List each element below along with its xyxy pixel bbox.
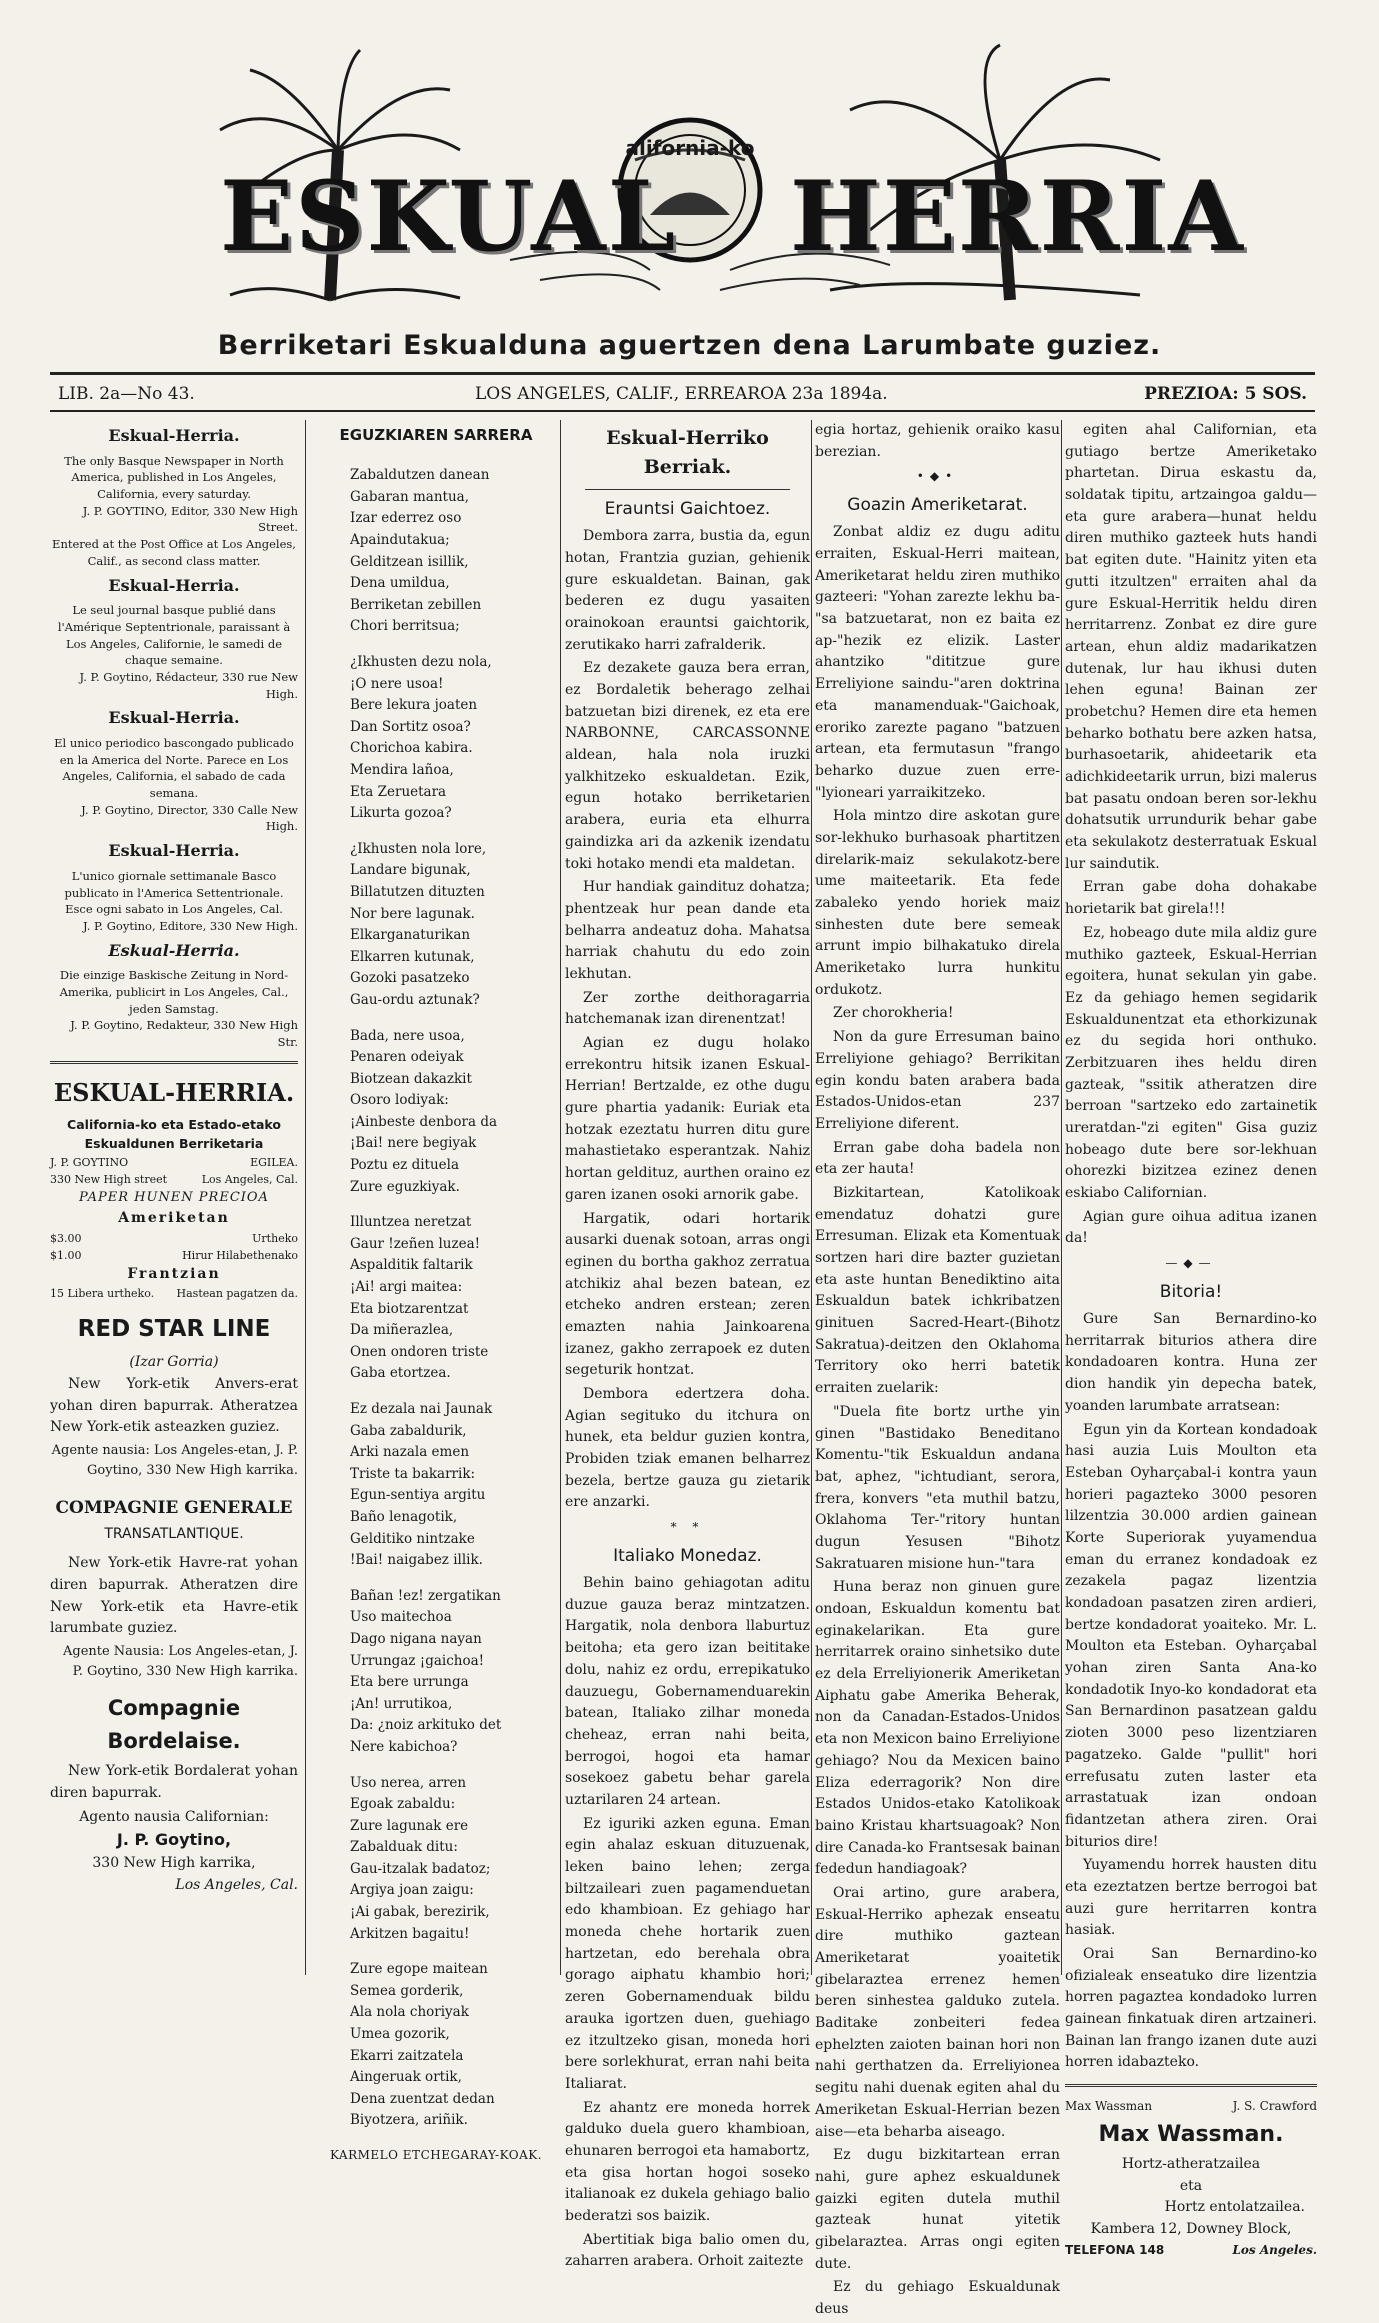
column-divider bbox=[305, 420, 306, 1975]
notice-text: El unico periodico bascongado publicado en la America del Norte. Parece en Los Angeles, California, el sabado de cada semana. bbox=[54, 736, 294, 801]
paragraph: Hola mintzo dire askotan gure sor-lekhuko burhasoak phartitzen direlarik-maiz sekulakotz-bere ume maiteetarik. Eta fede zabaleko yendo horiek maiz sinhesten dute bere semeak arrunt impio bilhakatuko direla Ameriketako lurra hunkitu ordukotz. bbox=[815, 808, 1060, 998]
ad-wassman-title: Max Wassman. bbox=[1098, 2121, 1284, 2147]
article-title: Italiako Monedaz. bbox=[613, 1545, 762, 1566]
ad-footer bbox=[1065, 2241, 1317, 2260]
subtitle: Berriketari Eskualduna aguertzen dena Larumbate guziez. bbox=[217, 330, 1162, 361]
section-title: Eskual-Herriko Berriak. bbox=[606, 427, 769, 479]
poem-line: Eta Zeruetara bbox=[350, 783, 447, 800]
poem-line: ¡Ai! argi maitea: bbox=[350, 1279, 463, 1296]
column-5 bbox=[1065, 420, 1317, 2259]
poem-line: Eta biotzarentzat bbox=[350, 1300, 469, 1317]
poem-line: Dago nigana nayan bbox=[350, 1630, 482, 1647]
issue-number: LIB. 2a—No 43. bbox=[58, 384, 195, 404]
article-title: Bitoria! bbox=[1159, 1281, 1223, 1302]
poem-line: Gaba zabaldurik, bbox=[350, 1422, 467, 1439]
poem-line: Likurta gozoa? bbox=[350, 805, 452, 822]
poem-line: Nor bere lagunak. bbox=[350, 905, 475, 922]
masthead-notice-title: Eskual-Herria. bbox=[108, 708, 240, 728]
ad-line bbox=[50, 1247, 298, 1264]
poem-stanza bbox=[350, 1026, 560, 1199]
paragraph: Bizkitartean, Katolikoak emendatuz dohatzi gure Erresuman. Elizak eta Komentuak sortzen hari dire bazter guzietan eta aste huntan Benediktino aita Eskualdun batek ichkribatzen ginituen Sacred-Heart-(Bihotz Sakratua)-deitzen den Oklahoma Territory oko herri batetik erraiten zuelarik: bbox=[815, 1184, 1060, 1397]
poem-stanza bbox=[350, 652, 560, 825]
paragraph: Dembora edertzera doha. Agian segituko du itchura on hunek, eta beldur guzien kontra, Probiden tziak emanen belharrez bezela, bertze gauza gu zietarik ere anzarki. bbox=[565, 1386, 810, 1511]
poem-line: Elkarren kutunak, bbox=[350, 948, 475, 965]
ad-text: eta bbox=[1179, 2177, 1203, 2194]
poem-line: Biyotzera, ariñik. bbox=[350, 2112, 468, 2129]
notice-text: J. P. GOYTINO, Editor, 330 New High Street. bbox=[82, 503, 298, 535]
ad-subtitle: Eskualdunen Berriketaria bbox=[84, 1136, 264, 1152]
poem-line: Nere kabichoa? bbox=[350, 1738, 458, 1755]
poem-line: ¿Ikhusten nola lore, bbox=[350, 840, 487, 857]
column-1 bbox=[50, 420, 298, 1897]
paragraph: Ez ahantz ere moneda horrek galduko duela guero khambioan, ehunaren berrogoi eta hamabortz, eta gisa hortan hogoi soseko italianoak ez dukela gehiago balio bederatzi sos baizik. bbox=[565, 2099, 810, 2225]
masthead-notice-title: Eskual-Herria. bbox=[108, 575, 240, 595]
poem-line: Egun-sentiya argitu bbox=[350, 1487, 486, 1504]
notice-text: J. P. Goytino, Redakteur, 330 New High Str. bbox=[70, 1018, 298, 1050]
ad-text: EGILEA. bbox=[250, 1155, 298, 1169]
poem-line: Landare bigunak, bbox=[350, 862, 471, 879]
notice-text: J. P. Goytino, Rédacteur, 330 rue New High. bbox=[79, 669, 298, 701]
ad-subtitle: TRANSATLANTIQUE. bbox=[104, 1525, 244, 1542]
paragraph: Zer zorthe deithoragarria hatchemanak izan direnentzat! bbox=[565, 989, 810, 1028]
ad-text: New York-etik Bordalerat yohan diren bapurrak. bbox=[50, 1763, 298, 1801]
ad-text: Hortz entolatzailea. bbox=[1164, 2199, 1305, 2216]
ad-telephone: TELEFONA 148 bbox=[1065, 2242, 1165, 2257]
ad-text: New York-etik Havre-rat yohan diren bapurrak. Atheratzen dire New York-etik eta Havre-etik larumbate guziez. bbox=[50, 1555, 298, 1637]
ad-text: New York-etik Anvers-erat yohan diren bapurrak. Atheratzea New York-etik asteazken guziez. bbox=[50, 1375, 298, 1436]
ad-agent: Agente Nausia: Los Angeles-etan, J. P. Goytino, 330 New High karrika. bbox=[62, 1643, 298, 1680]
paragraph: Abertitiak biga balio omen du, zaharren arabera. Orhoit zaitezte bbox=[565, 2231, 810, 2270]
paragraph: Ez dugu bizkitartean erran nahi, gure aphez eskualdunek gaizki egiten dutela muthil gazteak hunat yitetik gibelaraztea. Arras ongi egiten dute. bbox=[815, 2147, 1060, 2272]
ad-red-star-title: RED STAR LINE bbox=[77, 1316, 271, 1343]
poem-line: Apaindutakua; bbox=[350, 532, 450, 549]
poem-line: ¿Ikhusten dezu nola, bbox=[350, 654, 492, 670]
ad-text: J. S. Crawford bbox=[1232, 2099, 1317, 2114]
paragraph: Ez iguriki azken eguna. Eman egin ahalaz eskuan dituzuenak, leken baino lehen; zerga biltzaileari zuen pagamenduetan edo khambioan. Ez gehiago har moneda chehe hortarik zuen hartzetan, edo berehala obra gorago aiphatu khambio hori; zeren Gobernamenduak bildu arauka igortzen duen, guehiago ez itzultzeko gisan, moneda hori bere sorlekhurat, erran nahi beita Italiarat. bbox=[565, 1815, 810, 2092]
poem-line: ¡An! urrutikoa, bbox=[350, 1695, 453, 1712]
column-divider bbox=[560, 420, 561, 1975]
place-date: LOS ANGELES, CALIF., ERREAROA 23a 1894a. bbox=[475, 384, 888, 404]
poem-line: Mendira lañoa, bbox=[350, 761, 454, 778]
notice-text: The only Basque Newspaper in North America, published in Los Angeles, California, every saturday. bbox=[64, 453, 284, 502]
ad-text: 330 New High street bbox=[50, 1172, 168, 1186]
ornament: —◆— bbox=[1165, 1256, 1217, 1271]
ad-line bbox=[50, 1230, 298, 1247]
poem-line: Gaba etortzea. bbox=[350, 1365, 451, 1382]
poem-line: Poztu ez dituela bbox=[350, 1157, 460, 1174]
ad-price: $3.00 bbox=[50, 1231, 82, 1245]
ad-price: $1.00 bbox=[50, 1248, 82, 1262]
poem-line: Dan Sortitz osoa? bbox=[350, 718, 471, 735]
poem-line: Egoak zabaldu: bbox=[350, 1796, 456, 1813]
paragraph: Huna beraz non ginuen gure ondoan, Eskualdun komentu bat eginakelarikan. Eta gure herritarrek oraino sinhetsiko dute ez dela Erreliyionerik Ameriketan Aiphatu gabe Amerika Beherak, non da Canadan-Estados-Unidos eta non Mexicon baino Erreliyione gehiago? Nou da Mexicen baino Eliza ederragorik? Non dire Estados Unidos-etako Katolikoak baino Kristau khartsuagoak? Non dire Canada-ko Frantsesak bainan fededun handiagoak? bbox=[815, 1579, 1060, 1878]
poem-line: Zure egope maitean bbox=[350, 1961, 488, 1978]
seal-text: alifornia-ko bbox=[625, 136, 755, 160]
ad-line bbox=[50, 1285, 298, 1302]
ornament: •◆• bbox=[916, 469, 959, 484]
notice-text: J. P. Goytino, Director, 330 Calle New High. bbox=[81, 802, 298, 834]
poem-line: Elkarganaturikan bbox=[350, 927, 471, 944]
ad-eskual-herria-title: ESKUAL-HERRIA. bbox=[53, 1077, 295, 1107]
divider bbox=[1065, 2084, 1317, 2087]
poem-line: Baño lenagotik, bbox=[350, 1508, 458, 1525]
column-3 bbox=[565, 420, 810, 2275]
paragraph: Ez dezakete gauza bera erran, ez Bordaletik beherago zelhai batzuetan bizi direnek, ez eta ere NARBONNE, CARCASSONNE aldean, hala nola iruzki yalkhitzeko eskualdetan. Ezik, egun hotako berriketarien arabera, euria eta elhurra gaindizka ari da azkenik izendatu toki hotako mendi eta maldetan. bbox=[565, 660, 810, 872]
paragraph: Orai San Bernardino-ko ofizialeak enseatuko dire lizentzia horren pagaztea kondadoko lurren gainean finkatuak diren artzaineri. Bainan lan frango izanen dute auzi horren idabazteko. bbox=[1065, 1946, 1317, 2071]
poem-stanza bbox=[350, 1399, 560, 1572]
masthead-notice-title: Eskual-Herria. bbox=[108, 426, 240, 445]
divider bbox=[585, 489, 790, 490]
column-divider bbox=[1061, 420, 1062, 1975]
masthead-notice-title: Eskual-Herria. bbox=[108, 841, 240, 861]
poem-line: Chori berritsua; bbox=[350, 618, 460, 635]
poem-line: Gabaran mantua, bbox=[350, 488, 470, 505]
column-divider bbox=[811, 420, 812, 1975]
paragraph: Ez du gehiago Eskualdunak deus bbox=[815, 2279, 1060, 2317]
poem-line: Semea gorderik, bbox=[350, 1982, 464, 1999]
poem-line: Onen ondoren triste bbox=[350, 1343, 489, 1360]
ad-header bbox=[1065, 2097, 1317, 2116]
ad-city: Los Angeles, Cal. bbox=[175, 1876, 298, 1893]
ad-line bbox=[50, 1154, 298, 1171]
masthead-title-left: ESKUAL bbox=[220, 160, 678, 273]
poem-line: Aingeruak ortik, bbox=[350, 2069, 462, 2086]
poem-line: Argiya joan zaigu: bbox=[350, 1882, 474, 1899]
column-2 bbox=[312, 420, 560, 2165]
article-body bbox=[565, 526, 810, 1514]
article-body bbox=[1065, 1309, 1317, 2074]
paragraph: Agian ez dugu holako errekontru hitsik izanen Eskual-Herrian! Bertzalde, ez othe dugu gure phartia yadanik: Euriak eta hotzak ezeztatu hurren ditu gure mahastietako esperantzak. Nahiz hortan geldituz, aurthen oraino ez garen izanen osoki arnorik gabe. bbox=[565, 1035, 810, 1203]
notice-text: J. P. Goytino, Editore, 330 New High. bbox=[83, 918, 298, 933]
ad-address: 330 New High karrika, bbox=[92, 1855, 256, 1872]
masthead bbox=[210, 40, 1245, 320]
poem-line: Bere lekura joaten bbox=[350, 697, 478, 714]
poem-stanza bbox=[350, 839, 560, 1012]
poem-line: Bada, nere usoa, bbox=[350, 1027, 465, 1044]
article-body bbox=[565, 1573, 810, 2273]
poem-line: Dena zuentzat dedan bbox=[350, 2090, 495, 2107]
paragraph: "Duela fite bortz urthe yin ginen "Bastidako Beneditano Komentu-"tik Eskualdun andana bat, aphez, "ichtudiant, serora, frera, konvers "eta muthil batzu, Oklahoma Ter-"ritory huntan dugun Yesusen "Bihotz Sakratuaren misione hun-"tara bbox=[815, 1403, 1060, 1572]
ornament: * * bbox=[670, 1520, 705, 1535]
notice-text: L'unico giornale settimanale Basco publicato in l'America Settentrionale. Esce ogni sabato in Los Angeles, Cal. bbox=[64, 868, 284, 917]
poem-line: ¡O nere usoa! bbox=[350, 675, 444, 692]
paragraph: Zer chorokheria! bbox=[833, 1005, 954, 1022]
masthead-notice-title: Eskual-Herria. bbox=[108, 940, 240, 960]
ad-text: Hortz-atheratzailea bbox=[1121, 2155, 1261, 2172]
ad-agent: Agento nausia Californian: bbox=[79, 1808, 269, 1825]
poem-title: EGUZKIAREN SARRERA bbox=[339, 426, 533, 444]
paragraph: Behin baino gehiagotan aditu duzue gauza beraz mintzatzen. Hargatik, nola denbora llaburtuz beitoha; eta gero izan beititake dolu, nahiz ez ordu, errepikatuko dauzuegu, Gobernamenduarekin batean, Italiako zilhar moneda cheheaz, erran nahi beita, berrogoi, hogoi eta hamar sosekoez gabetu behar garela uztarilaren 24 artean. bbox=[565, 1575, 810, 1808]
poem-line: Uso nerea, arren bbox=[350, 1774, 467, 1791]
article-title: Erauntsi Gaichtoez. bbox=[604, 498, 771, 519]
poem-line: Urrungaz ¡gaichoa! bbox=[350, 1652, 485, 1669]
poem-line: Aspalditik faltarik bbox=[350, 1257, 473, 1274]
column-4 bbox=[815, 420, 1060, 2323]
poem-stanza bbox=[350, 1959, 560, 2132]
poem-line: Triste ta bakarrik: bbox=[350, 1465, 476, 1482]
ad-text: Urtheko bbox=[252, 1231, 298, 1245]
article-text: egia hortaz, gehienik oraiko kasu berezian. bbox=[815, 422, 1060, 460]
poem-line: Ekarri zaitzatela bbox=[350, 2047, 464, 2064]
poem-line: Billatutzen dituzten bbox=[350, 883, 485, 900]
poem-line: Da miñerazlea, bbox=[350, 1322, 454, 1339]
poem-line: Umea gozorik, bbox=[350, 2026, 450, 2043]
paragraph: Gure San Bernardino-ko herritarrak biturios athera dire kondadoaren kontra. Huna zer dion handik yin depecha batek, yoanden larumbate arratsean: bbox=[1065, 1311, 1317, 1414]
paragraph: egiten ahal Californian, eta gutiago bertze Ameriketako phartetan. Dirua eskastu da, soldatak tipitu, artzaingoa galdu—eta gure arabera—hunat heldu diren muthiko gazteek huts handi bat egiten dute. "Hainitz yiten eta gutti itzultzen" erraiten ahal da gure Eskual-Herritik heldu diren herritarrenz. Zonbat ez dire gure artean, ehun aldiz madarikatzen dutenak, lur hau ikhusi duten lehen eguna! Bainan zer probetchu? Hemen dire eta hemen beharko bothatu bere azken hatsa, burhasoetarik, ahideetarik eta adichkideetarik urrun, bizi malerus bat pasatu ondoan beren sor-lekhu dohatsutik urrundurik behar gabe eta sekulakotz desterratuak Eskual lur saindutik. bbox=[1065, 422, 1317, 872]
poem-stanza bbox=[350, 1586, 560, 1759]
poem-line: Penaren odeiyak bbox=[350, 1049, 464, 1066]
poem-line: Zure eguzkiyak. bbox=[350, 1178, 460, 1195]
ad-agent: Agente nausia: Los Angeles-etan, J. P. Goytino, 330 New High karrika. bbox=[51, 1442, 298, 1479]
poem-line: ¡Ainbeste denbora da bbox=[350, 1113, 498, 1130]
paragraph: Hargatik, odari hortarik ausarki duenak sotoan, arras ongi eginen du bortha gakhoz zerratua atchikiz ahal bezen batean, ez etcheko andren erstean; zeren emazten nahia Jainkoarena izanez, gakho zerrapoek ez duten segeturik hontzat. bbox=[565, 1210, 810, 1379]
ad-transatlantique-title: COMPAGNIE GENERALE bbox=[55, 1498, 293, 1519]
ad-text: Hirur Hilabethenako bbox=[182, 1248, 298, 1262]
ad-region: Frantzian bbox=[127, 1265, 221, 1282]
poem-line: Ala nola choriyak bbox=[350, 2004, 469, 2021]
poem-line: Biotzean dakazkit bbox=[350, 1070, 472, 1087]
ad-region: Ameriketan bbox=[118, 1209, 230, 1226]
ad-text: Hastean pagatzen da. bbox=[176, 1287, 298, 1301]
ad-text: J. P. GOYTINO bbox=[50, 1155, 129, 1169]
poem-line: Eta bere urrunga bbox=[350, 1674, 469, 1691]
poem-line: Chorichoa kabira. bbox=[350, 740, 473, 757]
poem-line: Gaur !zeñen luzea! bbox=[350, 1235, 481, 1252]
divider-top bbox=[50, 372, 1315, 375]
ad-subtitle: California-ko eta Estado-etako bbox=[67, 1116, 281, 1132]
poem-line: Gozoki pasatzeko bbox=[350, 970, 470, 987]
poem-line: Dena umilduа, bbox=[350, 575, 450, 592]
poem-line: !Bai! naigabez illik. bbox=[350, 1552, 483, 1569]
poem-line: Berriketan zebillen bbox=[350, 596, 482, 613]
price: PREZIOA: 5 SOS. bbox=[1144, 384, 1307, 404]
poem-line: Osoro lodiyak: bbox=[350, 1092, 449, 1109]
poem-line: Gelditzean isillik, bbox=[350, 553, 469, 570]
poem-line: Zure lagunak ere bbox=[350, 1817, 469, 1834]
ad-text: Max Wassman bbox=[1065, 2099, 1153, 2114]
article-body bbox=[1065, 420, 1317, 1250]
paragraph: Agian gure oihua aditua izanen da! bbox=[1065, 1208, 1317, 1247]
poem-line: Zabalduak ditu: bbox=[350, 1839, 458, 1856]
ad-prices-title: PAPER HUNEN PRECIOA bbox=[79, 1189, 269, 1205]
poem-line: Bañan !ez! zergatikan bbox=[350, 1587, 501, 1604]
poem-line: Zabaldutzen danean bbox=[350, 467, 490, 484]
paragraph: Orai artino, gure arabera, Eskual-Herriko aphezak enseatu dire muthiko gaztean Ameriketarat yoaitetik gibelaraztea errenez hemen beren sinhestea galduko zutela. Baditake zonbeiteri fedea ephelzten zaioten bainan hori non nahi gerthatzen da. Erreliyionea segitu nahi duenak egiten ahal du Ameriketan Eskual-Herrian bezen aise—eta beharba aiseago. bbox=[815, 1884, 1060, 2140]
ad-text: Los Angeles, Cal. bbox=[201, 1172, 298, 1186]
paragraph: Ez, hobeago dute mila aldiz gure muthiko gazteek, Eskual-Herrian egoitera, hunat sekulan yin gabe. Ez da gehiago hemen segidarik Eskualdunentzat eta ethorkizunak ez du segida hori onthuko. Zerbitzuaren ihes heldu diren gazteak, "ssitik atheratzen dire berroan "sartzeko edo zartainetik ureratdan-"zi egiten" Gisa guziz hobeago dute bere sor-lekhuan ohorezki bizitzea ezinez denen eskiabo Californian. bbox=[1065, 924, 1317, 1202]
notice-text: Die einzige Baskische Zeitung in Nord-Amerika, publicirt in Los Angeles, Cal., jeden Samstag. bbox=[59, 968, 289, 1016]
poem-line: Gelditiko nintzake bbox=[350, 1530, 475, 1547]
dateline bbox=[50, 380, 1315, 410]
paragraph: Erran gabe doha dohakabe horietarik bat girela!!! bbox=[1065, 879, 1317, 918]
paragraph: Yuyamendu horrek hausten ditu eta ezeztatzen bertze berrogoi bat auzi gure herritarren kontra hasiak. bbox=[1065, 1857, 1317, 1939]
paragraph: Hur handiak gaindituz dohatza; phentzeak hur pean dande eta belharra andeatuz doha. Mahatsa harriak chahutu du edo zoin lekhutan. bbox=[565, 879, 810, 982]
poem-line: Arkitzen bagaitu! bbox=[350, 1925, 470, 1942]
ad-subtitle: (Izar Gorria) bbox=[129, 1354, 219, 1371]
poem-line: Gau-ordu aztunak? bbox=[350, 991, 480, 1008]
paragraph: Egun yin da Kortean kondadoak hasi auzia Luis Moulton eta Esteban Oyharçabal-i kontra yaun horieri pagazteko 3000 pesoren lilzentzia 30.000 ardien gainean Korte Superiorak yuyamendua eman du erranez kondadoak ez zezakela pagaz lizentzia kondadoan pasatzen ziren ardieri, bertze kondadorat yoaiteko. Mr. L. Moulton eta Esteban. Oyharçabal yohan ziren Santa Ana-ko kondadotik Inyo-ko kondadorat eta San Bernardinon pasatzean galdu zioten 3000 peso lizentziaren pagatzeko. Galde "pullit" hori errefusatu zuten laster eta arrastatuak izan ondoan fidantzetan athera ziren. Orai biturios dire! bbox=[1065, 1421, 1317, 1850]
notice-text: Entered at the Post Office at Los Angeles, Calif., as second class matter. bbox=[52, 537, 296, 568]
ad-bordelaise-title: Compagnie Bordelaise. bbox=[107, 1696, 241, 1753]
poem-stanza bbox=[350, 1212, 560, 1385]
ad-text: Kambera 12, Downey Block, bbox=[1090, 2220, 1292, 2237]
poem-line: Da: ¿noiz arkituko det bbox=[350, 1717, 502, 1734]
article-title: Goazin Ameriketarat. bbox=[847, 494, 1028, 515]
poem-stanza bbox=[350, 465, 560, 638]
masthead-title-right: HERRIA bbox=[790, 160, 1245, 273]
divider bbox=[50, 1061, 298, 1064]
notice-text: Le seul journal basque publié dans l'Amérique Septentrionale, paraissant à Los Angeles, Californie, le samedi de chaque semaine. bbox=[57, 603, 291, 668]
poem-line: ¡Bai! nere begiyak bbox=[350, 1135, 477, 1152]
ad-line bbox=[50, 1171, 298, 1188]
poem-line: Izar ederrez oso bbox=[350, 510, 462, 527]
article-body bbox=[815, 522, 1060, 2320]
divider-bottom bbox=[50, 410, 1315, 412]
paragraph: Non da gure Erresuman baino Erreliyione gehiago? Berrikitan egin kondu baten arabera bada Estados-Unidos-etan 237 Erreliyione diferent. bbox=[815, 1029, 1060, 1132]
ad-price: 15 Libera urtheko. bbox=[50, 1287, 155, 1301]
poem-stanza bbox=[350, 1773, 560, 1946]
poem-line: Gau-itzalak badatoz; bbox=[350, 1860, 491, 1877]
paragraph: Dembora zarra, bustia da, egun hotan, Frantzia guzian, gehienik gure eskualdetan. Bainan, gak bederen ez dugu yasaiten orainokoan erauntsi gaichtorik, zerutikako harri zafralderik. bbox=[565, 528, 810, 653]
poem-line: ¡Ai gabak, berezirik, bbox=[350, 1904, 490, 1921]
poem-line: Illuntzea neretzat bbox=[350, 1214, 472, 1231]
poem-line: Uso maitechoa bbox=[350, 1609, 452, 1626]
poem-line: Arki nazala emen bbox=[350, 1444, 470, 1461]
paragraph: Zonbat aldiz ez dugu aditu erraiten, Eskual-Herri maitean, Ameriketarat heldu ziren muthiko gazteeri: "Yohan zarezte lekhu ba-"sa batzuetarat, non ez baita ez ap-"hezik ez elizik. Laster ahantziko "dititzue gure Erreliyione saindu-"aren doktrina eta manamenduak-"Gaichoak, eroriko zarezte pagano "batzuen artean, eta fermutasun "frango beharko duzue zuen erre-"lyioneari yarraikitzeko. bbox=[815, 524, 1060, 801]
poem-author: KARMELO ETCHEGARAY-KOAK. bbox=[329, 2148, 543, 2162]
poem-line: Ez dezala nai Jaunak bbox=[350, 1401, 493, 1417]
ad-name: J. P. Goytino, bbox=[116, 1830, 232, 1850]
poem bbox=[312, 465, 560, 2132]
ad-city: Los Angeles. bbox=[1232, 2242, 1317, 2257]
paragraph: Erran gabe doha badela non eta zer hauta! bbox=[815, 1139, 1060, 1178]
